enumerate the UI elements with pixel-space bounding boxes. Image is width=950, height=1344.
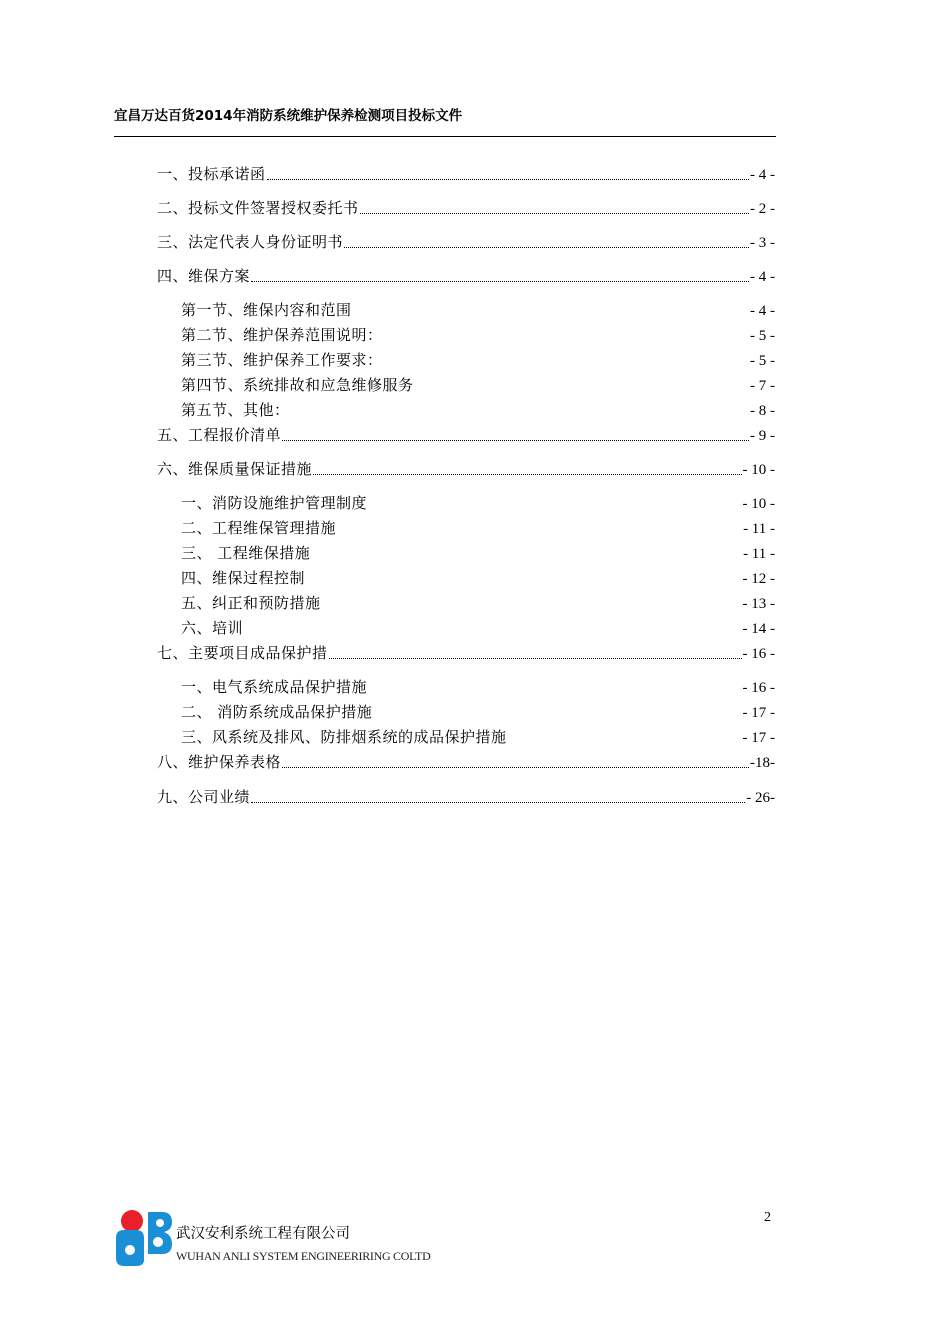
toc-page-number: - 9 -	[750, 428, 775, 444]
toc-page-number: - 10 -	[742, 496, 775, 512]
toc-label: 一、电气系统成品保护措施	[181, 678, 368, 696]
toc-label: 五、工程报价清单	[157, 426, 282, 444]
toc-entry-2[interactable]	[157, 197, 775, 218]
toc-dot-leader	[282, 439, 749, 441]
toc-page-number: - 17 -	[742, 730, 775, 746]
company-logo-icon	[114, 1208, 176, 1268]
toc-label: 七、主要项目成品保护措	[157, 644, 328, 662]
toc-page-number: - 12 -	[742, 571, 775, 587]
toc-dot-leader	[344, 246, 749, 248]
toc-page-number: - 26-	[746, 790, 775, 806]
toc-label: 四、维保过程控制	[181, 569, 306, 587]
toc-page-number: - 10 -	[742, 462, 775, 478]
toc-label: 二、投标文件签署授权委托书	[157, 199, 359, 217]
toc-page-number: - 7 -	[750, 378, 775, 394]
toc-label: 第一节、维保内容和范围	[181, 301, 352, 319]
toc-label: 第三节、维护保养工作要求：	[181, 351, 383, 369]
toc-label: 五、纠正和预防措施	[181, 594, 321, 612]
toc-entry-4[interactable]	[157, 265, 775, 286]
toc-entry-1[interactable]	[157, 163, 775, 184]
toc-page-number: - 5 -	[750, 328, 775, 344]
toc-entry-6-5[interactable]	[181, 592, 775, 613]
toc-page-number: - 13 -	[742, 596, 775, 612]
toc-label: 三、法定代表人身份证明书	[157, 233, 344, 251]
toc-label: 二、 消防系统成品保护措施	[181, 703, 373, 721]
toc-entry-9[interactable]	[157, 786, 775, 807]
toc-label: 第四节、系统排故和应急维修服务	[181, 376, 414, 394]
toc-entry-6-4[interactable]	[181, 567, 775, 588]
toc-entry-4-1[interactable]	[181, 299, 775, 320]
toc-entry-5[interactable]	[157, 424, 775, 445]
toc-entry-6[interactable]	[157, 458, 775, 479]
toc-page-number: - 11 -	[743, 546, 775, 562]
toc-label: 一、消防设施维护管理制度	[181, 494, 368, 512]
company-name-en: WUHAN ANLI SYSTEM ENGINEERIRING COLTD	[176, 1249, 431, 1263]
toc-entry-8[interactable]	[157, 751, 775, 772]
toc-page-number: - 4 -	[750, 303, 775, 319]
toc-page-number: - 2 -	[750, 201, 775, 217]
toc-label: 四、维保方案	[157, 267, 251, 285]
toc-dot-leader	[251, 280, 749, 282]
toc-entry-6-2[interactable]	[181, 517, 775, 538]
toc-dot-leader	[282, 766, 749, 768]
toc-page-number: - 16 -	[742, 680, 775, 696]
toc-label: 六、培训	[181, 619, 244, 637]
toc-label: 一、投标承诺函	[157, 165, 266, 183]
page-number: 2	[764, 1210, 771, 1225]
toc-entry-4-4[interactable]	[181, 374, 775, 395]
toc-label: 八、维护保养表格	[157, 753, 282, 771]
toc-entry-7[interactable]	[157, 642, 775, 663]
toc-dot-leader	[313, 473, 741, 475]
toc-entry-7-3[interactable]	[181, 726, 775, 747]
toc-page-number: - 5 -	[750, 353, 775, 369]
header-title: 宜昌万达百货2014年消防系统维护保养检测项目投标文件	[114, 108, 463, 124]
toc-entry-3[interactable]	[157, 231, 775, 252]
toc-page-number: - 4 -	[750, 167, 775, 183]
toc-label: 九、公司业绩	[157, 788, 251, 806]
toc-entry-6-6[interactable]	[181, 617, 775, 638]
toc-label: 三、 工程维保措施	[181, 544, 311, 562]
toc-page-number: - 3 -	[750, 235, 775, 251]
toc-label: 第二节、维护保养范围说明：	[181, 326, 383, 344]
toc-page-number: -18-	[750, 755, 775, 771]
toc-dot-leader	[267, 178, 749, 180]
toc-page-number: - 17 -	[742, 705, 775, 721]
toc-label: 三、风系统及排风、防排烟系统的成品保护措施	[181, 728, 507, 746]
toc-label: 六、维保质量保证措施	[157, 460, 313, 478]
toc-entry-6-3[interactable]	[181, 542, 775, 563]
toc-entry-4-5[interactable]	[181, 399, 775, 420]
toc-page-number: - 11 -	[743, 521, 775, 537]
toc-page-number: - 8 -	[750, 403, 775, 419]
company-name-cn: 武汉安利系统工程有限公司	[176, 1226, 350, 1242]
toc-entry-4-3[interactable]	[181, 349, 775, 370]
toc-page-number: - 14 -	[742, 621, 775, 637]
toc-dot-leader	[251, 801, 745, 803]
toc-label: 二、工程维保管理措施	[181, 519, 337, 537]
header-divider	[114, 136, 776, 137]
toc-entry-4-2[interactable]	[181, 324, 775, 345]
toc-entry-7-1[interactable]	[181, 676, 775, 697]
toc-dot-leader	[360, 212, 749, 214]
toc-dot-leader	[329, 657, 742, 659]
toc-entry-7-2[interactable]	[181, 701, 775, 722]
toc-label: 第五节、其他：	[181, 401, 290, 419]
toc-page-number: - 4 -	[750, 269, 775, 285]
toc-entry-6-1[interactable]	[181, 492, 775, 513]
toc-page-number: - 16 -	[742, 646, 775, 662]
